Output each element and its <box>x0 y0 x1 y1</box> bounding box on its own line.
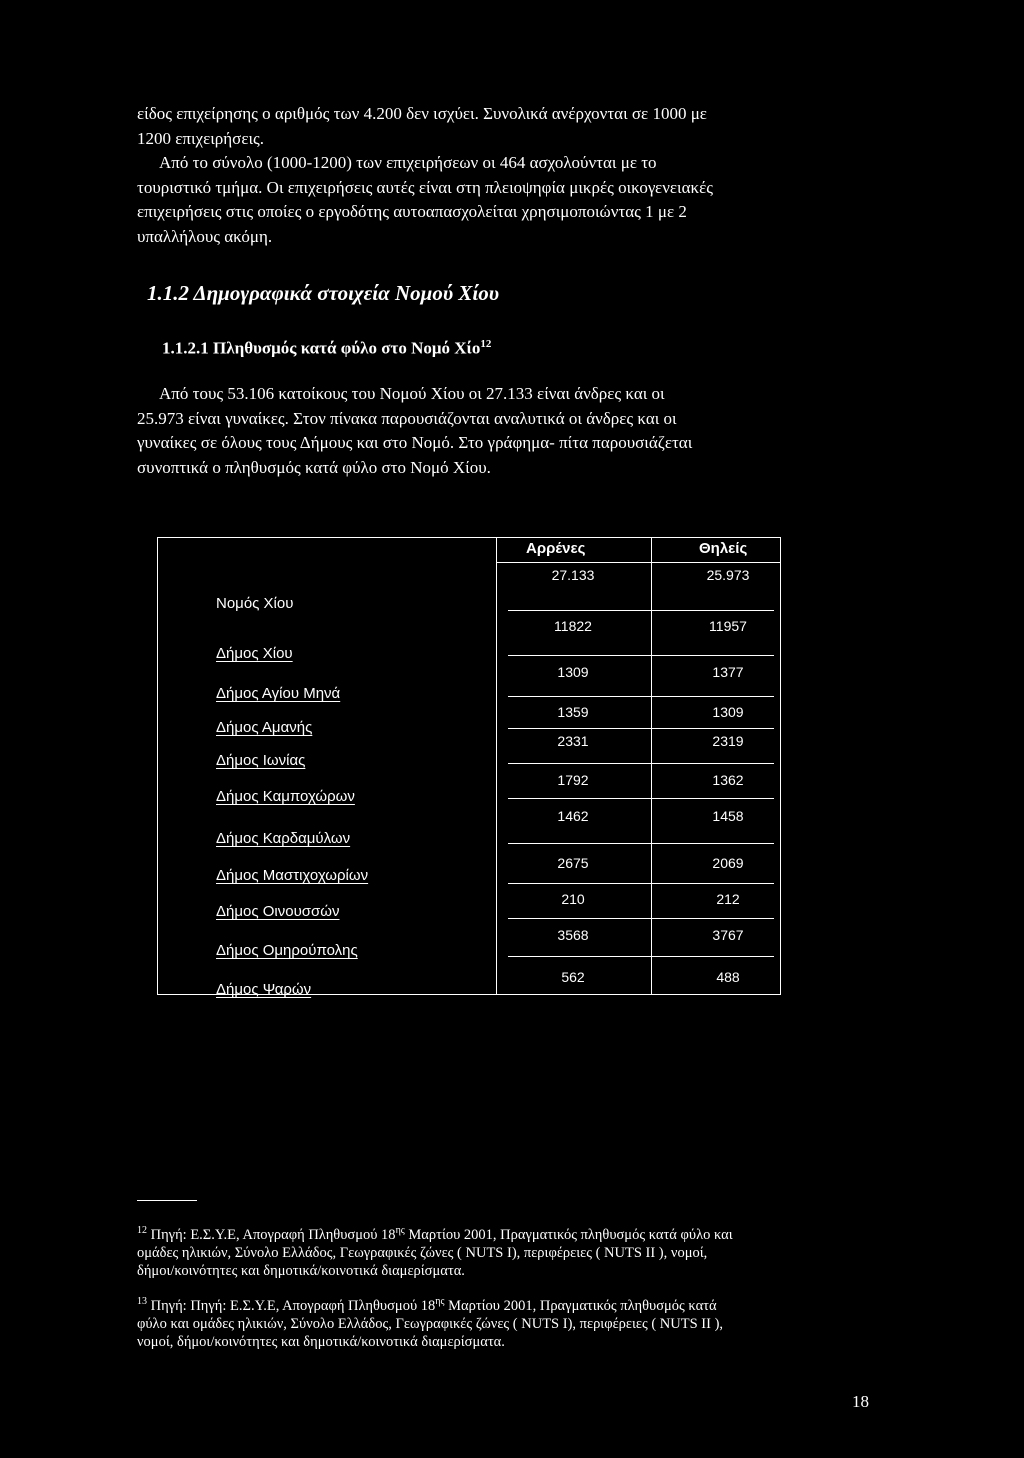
cell-female: 2319 <box>712 733 744 749</box>
cell-female: 212 <box>716 891 740 907</box>
footnote-text: δήμοι/κοινότητες και δημοτικά/κοινοτικά διαμερίσματα. <box>137 1262 465 1279</box>
text-line: γυναίκες σε όλους τους Δήμους και στο Νομό. Στο γράφημα- πίτα παρουσιάζεται <box>137 433 693 452</box>
footnote-text: ομάδες ηλικιών, Σύνολο Ελλάδος, Γεωγραφικές ζώνες ( NUTS I), περιφέρειες ( NUTS II ), νομοί, <box>137 1244 708 1261</box>
cell-male: 1359 <box>557 704 589 720</box>
footnote-mark: 12 <box>137 1225 147 1236</box>
footnote-text: Πηγή: Πηγή: Ε.Σ.Υ.Ε, Απογραφή Πληθυσμού 18 <box>150 1297 436 1314</box>
subsection-heading <box>162 338 491 359</box>
cell-male: 3568 <box>557 927 589 943</box>
footnote-mark: 13 <box>137 1296 147 1307</box>
cell-female: 1362 <box>712 772 744 788</box>
row-label: Νομός Χίου <box>216 595 294 612</box>
table-divider <box>651 538 652 994</box>
row-label: Δήμος Καρδαμύλων <box>216 830 351 847</box>
row-divider <box>508 798 774 799</box>
cell-male: 1309 <box>557 664 589 680</box>
cell-male: 2331 <box>557 733 589 749</box>
row-divider <box>508 843 774 844</box>
footnote-text: φύλο και ομάδες ηλικιών, Σύνολο Ελλάδος, Γεωγραφικές ζώνες ( NUTS I), περιφέρειες ( NUTS II ), <box>137 1315 724 1332</box>
row-divider <box>508 696 774 697</box>
footnote-ref[interactable]: 12 <box>480 338 492 350</box>
cell-male: 1462 <box>557 808 589 824</box>
text-line: 25.973 είναι γυναίκες. Στον πίνακα παρουσιάζονται αναλυτικά οι άνδρες και οι <box>137 408 677 428</box>
row-label: Δήμος Μαστιχοχωρίων <box>216 867 369 884</box>
table-divider <box>496 538 497 994</box>
row-divider <box>508 763 774 764</box>
text-line: επιχειρήσεις στις οποίες ο εργοδότης αυτοαπασχολείται χρησιμοποιώντας 1 με 2 <box>137 202 687 221</box>
row-divider <box>508 728 774 729</box>
cell-male: 11822 <box>554 618 592 634</box>
footnote-text: Πηγή: Ε.Σ.Υ.Ε, Απογραφή Πληθυσμού 18 <box>150 1226 396 1243</box>
cell-female: 488 <box>716 969 740 985</box>
footnote-12 <box>137 1222 867 1280</box>
header-female: Θηλείς <box>699 540 748 557</box>
cell-female: 2069 <box>712 855 744 871</box>
text-line: τουριστικό τμήμα. Οι επιχειρήσεις αυτές είναι στη πλειοψηφία μικρές οικογενειακές <box>137 177 713 197</box>
cell-male: 2675 <box>557 855 589 871</box>
cell-male: 562 <box>561 969 585 985</box>
cell-male: 1792 <box>557 772 589 788</box>
cell-male: 210 <box>561 891 585 907</box>
text-line: 1200 επιχειρήσεις. <box>137 128 265 148</box>
subsection-heading-text: 1.1.2.1 Πληθυσμός κατά φύλο στο Νομό Χίο <box>162 338 481 358</box>
footnote-13 <box>137 1293 867 1351</box>
text-line: Από το σύνολο (1000-1200) των επιχειρήσεων οι 464 ασχολούνται με το <box>159 153 657 172</box>
population-paragraph <box>137 382 867 480</box>
text-line: είδος επιχείρησης ο αριθμός των 4.200 δεν ισχύει. Συνολικά ανέρχονται σε 1000 με <box>137 104 707 123</box>
cell-female: 1377 <box>712 664 744 680</box>
row-divider <box>508 918 774 919</box>
text-line: υπαλλήλους ακόμη. <box>137 226 273 246</box>
cell-male: 27.133 <box>551 567 595 583</box>
row-label: Δήμος Αγίου Μηνά <box>216 685 341 702</box>
header-male: Αρρένες <box>526 540 586 557</box>
cell-female: 25.973 <box>706 567 750 583</box>
cell-female: 3767 <box>712 927 744 943</box>
cell-female: 1309 <box>712 704 744 720</box>
footnote-separator <box>137 1200 197 1201</box>
footnote-text: Μαρτίου 2001, Πραγματικός πληθυσμός κατά <box>444 1297 717 1314</box>
page-number: 18 <box>852 1392 869 1411</box>
intro-paragraph <box>137 102 867 249</box>
row-label: Δήμος Ομηρούπολης <box>216 942 358 959</box>
section-heading: 1.1.2 Δημογραφικά στοιχεία Νομού Χίου <box>147 281 499 305</box>
row-label: Δήμος Χίου <box>216 645 293 662</box>
row-label: Δήμος Ιωνίας <box>216 752 306 769</box>
row-label: Δήμος Καμποχώρων <box>216 788 355 805</box>
footnote-text: νομοί, δήμοι/κοινότητες και δημοτικά/κοινοτικά διαμερίσματα. <box>137 1333 505 1350</box>
cell-female: 1458 <box>712 808 744 824</box>
text-line: Από τους 53.106 κατοίκους του Νομού Χίου οι 27.133 είναι άνδρες και οι <box>159 384 665 403</box>
table-divider <box>496 562 780 563</box>
row-divider <box>508 956 774 957</box>
row-divider <box>508 610 774 611</box>
row-divider <box>508 655 774 656</box>
row-label: Δήμος Οινουσσών <box>216 903 340 920</box>
text-line: συνοπτικά ο πληθυσμός κατά φύλο στο Νομό Χίου. <box>137 457 491 477</box>
row-divider <box>508 883 774 884</box>
footnote-sup: ης <box>395 1225 405 1236</box>
footnote-sup: ης <box>435 1296 445 1307</box>
cell-female: 11957 <box>709 618 747 634</box>
row-label: Δήμος Αμανής <box>216 719 313 736</box>
population-table <box>157 537 781 998</box>
row-label: Δήμος Ψαρών <box>216 981 312 998</box>
footnote-text: Μαρτίου 2001, Πραγματικός πληθυσμός κατά φύλο και <box>404 1226 733 1243</box>
